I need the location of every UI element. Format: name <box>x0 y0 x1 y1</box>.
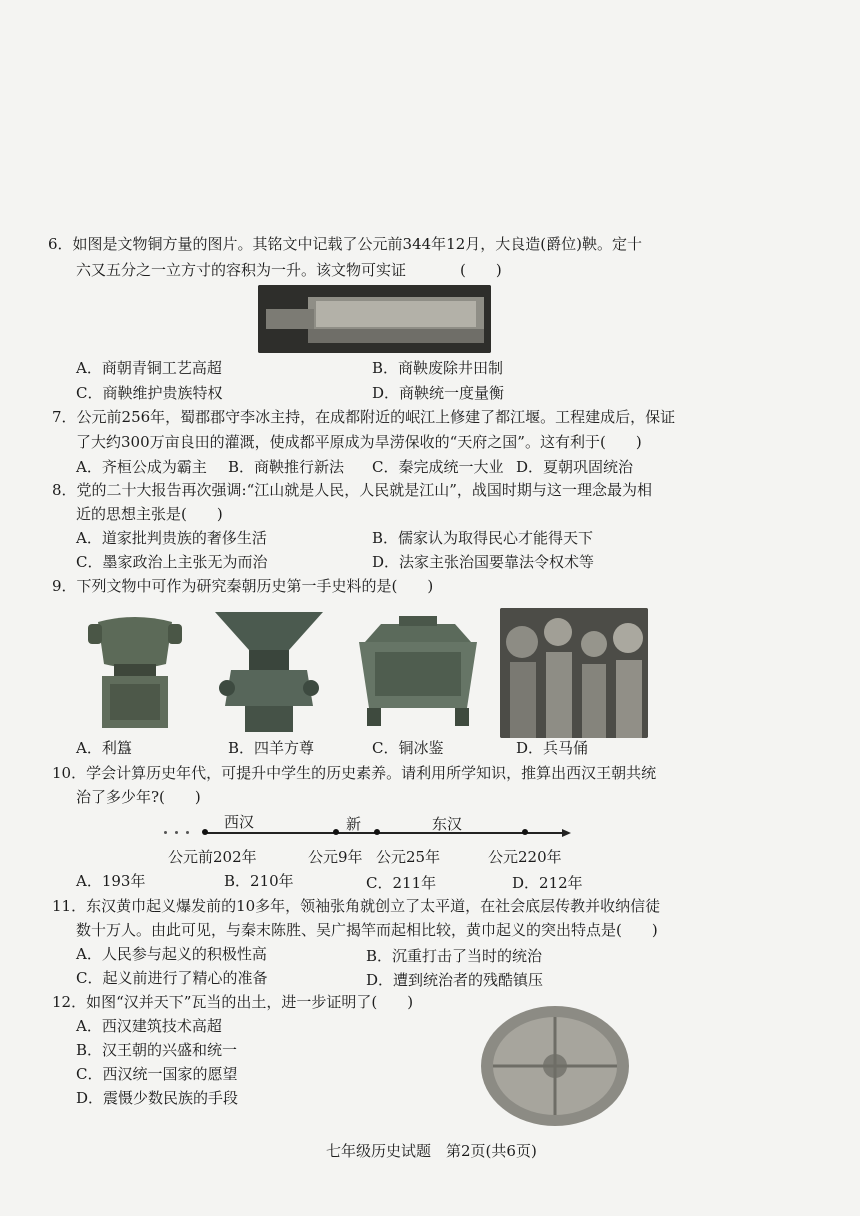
q11-option-d: D．遭到统治者的残酷镇压 <box>366 971 544 989</box>
timeline-arrow <box>562 829 571 837</box>
q10-line2: 治了多少年?( ) <box>76 788 201 806</box>
timeline-label-xin: 新 <box>346 815 362 833</box>
q10-line1: 10．学会计算历史年代，可提升中学生的历史素养。请利用所学知识，推算出西汉王朝共统 <box>52 764 657 782</box>
q10-option-c: C．211年 <box>366 874 437 892</box>
q9-option-b: B．四羊方尊 <box>228 739 315 757</box>
li-gui-photo <box>80 606 190 734</box>
q6-option-b: B．商鞅废除井田制 <box>372 359 504 377</box>
q12-option-b: B．汉王朝的兴盛和统一 <box>76 1041 238 1059</box>
q7-line1: 7．公元前256年，蜀郡郡守李冰主持，在成都附近的岷江上修建了都江堰。工程建成后，保证 <box>52 408 676 426</box>
q8-option-a: A．道家批判贵族的奢侈生活 <box>76 529 267 547</box>
timeline-ellipsis-dot <box>164 831 167 834</box>
q6-line2: 六又五分之一立方寸的容积为一升。该文物可实证 <box>76 261 407 279</box>
four-goat-square-zun-photo <box>207 606 331 734</box>
timeline-ellipsis-dot <box>175 831 178 834</box>
bronze-square-measure-photo <box>258 285 491 353</box>
q11-option-b: B．沉重打击了当时的统治 <box>366 947 543 965</box>
q12-line1: 12．如图“汉并天下”瓦当的出土，进一步证明了( ) <box>52 993 414 1011</box>
q10-option-b: B．210年 <box>224 872 294 890</box>
page-footer: 七年级历史试题 第2页(共6页) <box>326 1142 537 1160</box>
q12-option-d: D．震慑少数民族的手段 <box>76 1089 239 1107</box>
bronze-ice-jian-photo <box>345 612 491 730</box>
q9-option-a: A．利簋 <box>76 739 132 757</box>
timeline-label-donghan: 东汉 <box>432 815 463 833</box>
q7-option-d: D．夏朝巩固统治 <box>516 458 634 476</box>
terracotta-warriors-photo <box>500 608 648 738</box>
timeline-point <box>202 829 208 835</box>
q8-option-d: D．法家主张治国要靠法令权术等 <box>372 553 595 571</box>
q6-option-c: C．商鞅维护贵族特权 <box>76 384 223 402</box>
q6-line1: 6．如图是文物铜方量的图片。其铭文中记载了公元前344年12月，大良造(爵位)鞅。定十 <box>48 235 642 253</box>
timeline-date-25ad: 公元25年 <box>376 848 441 866</box>
timeline-date-9ad: 公元9年 <box>308 848 363 866</box>
timeline-date-202bc: 公元前202年 <box>168 848 257 866</box>
q8-option-c: C．墨家政治上主张无为而治 <box>76 553 268 571</box>
han-bing-tian-xia-roof-tile-photo <box>478 1002 632 1130</box>
timeline-point <box>374 829 380 835</box>
q6-option-d: D．商鞅统一度量衡 <box>372 384 505 402</box>
q9-option-d: D．兵马俑 <box>516 739 589 757</box>
q6-option-a: A．商朝青铜工艺高超 <box>76 359 222 377</box>
q8-line2: 近的思想主张是( ) <box>76 505 223 523</box>
q9-line1: 9．下列文物中可作为研究秦朝历史第一手史料的是( ) <box>52 577 434 595</box>
q7-option-c: C．秦完成统一大业 <box>372 458 504 476</box>
q10-option-a: A．193年 <box>76 872 146 890</box>
q7-option-a: A．齐桓公成为霸主 <box>76 458 207 476</box>
timeline-axis <box>204 832 562 834</box>
q12-option-c: C．西汉统一国家的愿望 <box>76 1065 238 1083</box>
q11-line1: 11．东汉黄巾起义爆发前的10多年，领袖张角就创立了太平道，在社会底层传教并收纳信徒 <box>52 897 661 915</box>
timeline-point <box>522 829 528 835</box>
timeline-date-220ad: 公元220年 <box>488 848 562 866</box>
q11-option-a: A．人民参与起义的积极性高 <box>76 945 267 963</box>
q12-option-a: A．西汉建筑技术高超 <box>76 1017 222 1035</box>
q10-option-d: D．212年 <box>512 874 583 892</box>
q11-line2: 数十万人。由此可见，与秦末陈胜、吴广揭竿而起相比较，黄巾起义的突出特点是( ) <box>76 921 658 939</box>
timeline-point <box>333 829 339 835</box>
q8-option-b: B．儒家认为取得民心才能得天下 <box>372 529 594 547</box>
q9-option-c: C．铜冰鉴 <box>372 739 444 757</box>
q7-option-b: B．商鞅推行新法 <box>228 458 345 476</box>
timeline-ellipsis-dot <box>186 831 189 834</box>
q8-line1: 8．党的二十大报告再次强调:“江山就是人民，人民就是江山”，战国时期与这一理念最为相 <box>52 481 652 499</box>
q6-answer-paren: ( ) <box>460 261 502 279</box>
q11-option-c: C．起义前进行了精心的准备 <box>76 969 268 987</box>
timeline-label-xihan: 西汉 <box>224 813 255 831</box>
q7-line2: 了大约300万亩良田的灌溉，使成都平原成为旱涝保收的“天府之国”。这有利于( ) <box>76 433 642 451</box>
